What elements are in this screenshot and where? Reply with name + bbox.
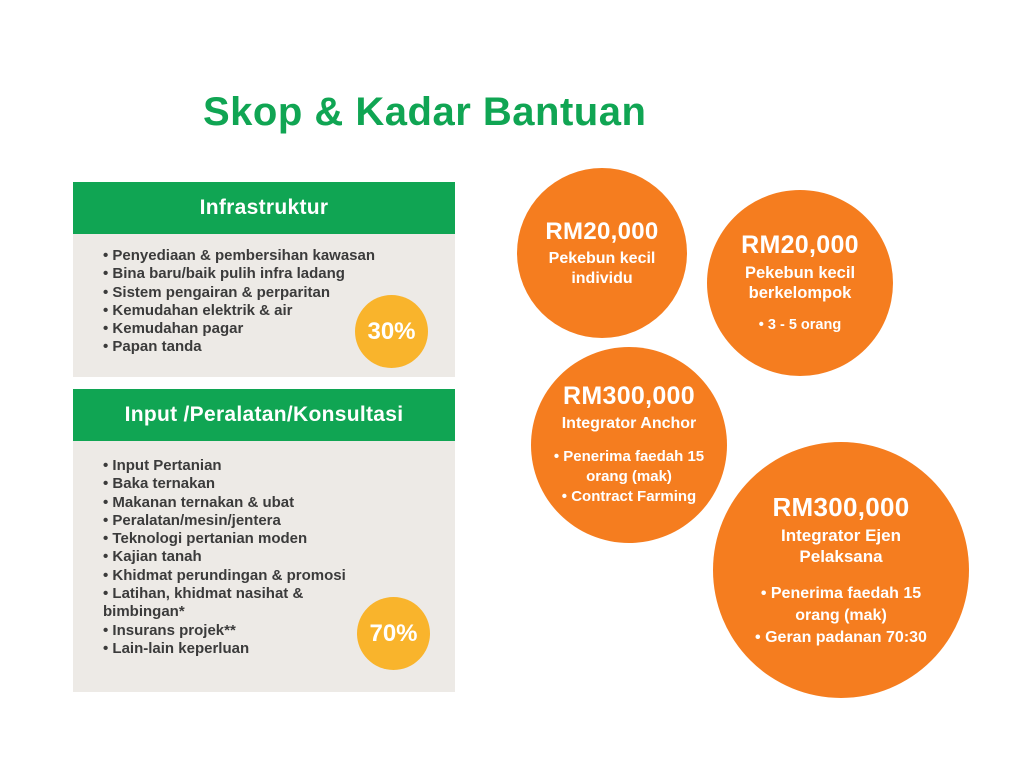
percentage-badge-30: 30% [355,295,428,368]
list-item: • Contract Farming [547,487,712,507]
list-item: • Lain-lain keperluan [103,640,353,658]
list-item: • Teknologi pertanian moden [103,530,353,548]
list-item: • Kajian tanah [103,548,353,566]
list-item: • Baka ternakan [103,475,353,493]
panel-input-header: Input /Peralatan/Konsultasi [73,389,455,441]
grant-amount: RM300,000 [563,382,695,411]
grant-recipient: Pekebun kecil berkelompok [744,263,856,302]
grant-amount: RM20,000 [741,230,859,259]
circle-pekebun-kecil-individu [517,168,687,338]
grant-recipient: Integrator Ejen Pelaksana [781,525,901,566]
grant-details [547,447,712,508]
panel-infrastruktur-header: Infrastruktur [73,182,455,234]
grant-recipient: Integrator Anchor [561,415,697,433]
list-item: • Latihan, khidmat nasihat & bimbingan* [103,585,353,622]
list-item: • Geran padanan 70:30 [739,627,944,649]
percentage-badge-70: 70% [357,597,430,670]
list-item: • Input Pertanian [103,457,353,475]
list-item: • Peralatan/mesin/jentera [103,512,353,530]
list-item: • Papan tanda [103,338,437,356]
list-item: • 3 - 5 orang [759,316,841,336]
grant-details [759,316,841,336]
grant-details [739,583,944,648]
grant-recipient: Pekebun kecil individu [548,249,656,287]
list-item: • Kemudahan elektrik & air [103,302,437,320]
grant-amount: RM20,000 [545,217,659,245]
list-item: • Khidmat perundingan & promosi [103,567,353,585]
list-item: • Penerima faedah 15 orang (mak) [547,447,712,488]
list-item: • Bina baru/baik pulih infra ladang [103,265,437,283]
circle-pekebun-kecil-berkelompok [707,190,893,376]
circle-integrator-ejen-pelaksana [713,442,969,698]
list-item: • Sistem pengairan & perparitan [103,284,437,302]
circle-integrator-anchor [531,347,727,543]
grant-amount: RM300,000 [772,491,910,522]
list-item: • Kemudahan pagar [103,320,437,338]
page-title: Skop & Kadar Bantuan [203,90,647,134]
list-item: • Makanan ternakan & ubat [103,494,353,512]
list-item: • Insurans projek** [103,622,353,640]
list-item: • Penyediaan & pembersihan kawasan [103,247,437,265]
list-item: • Penerima faedah 15 orang (mak) [739,583,944,626]
